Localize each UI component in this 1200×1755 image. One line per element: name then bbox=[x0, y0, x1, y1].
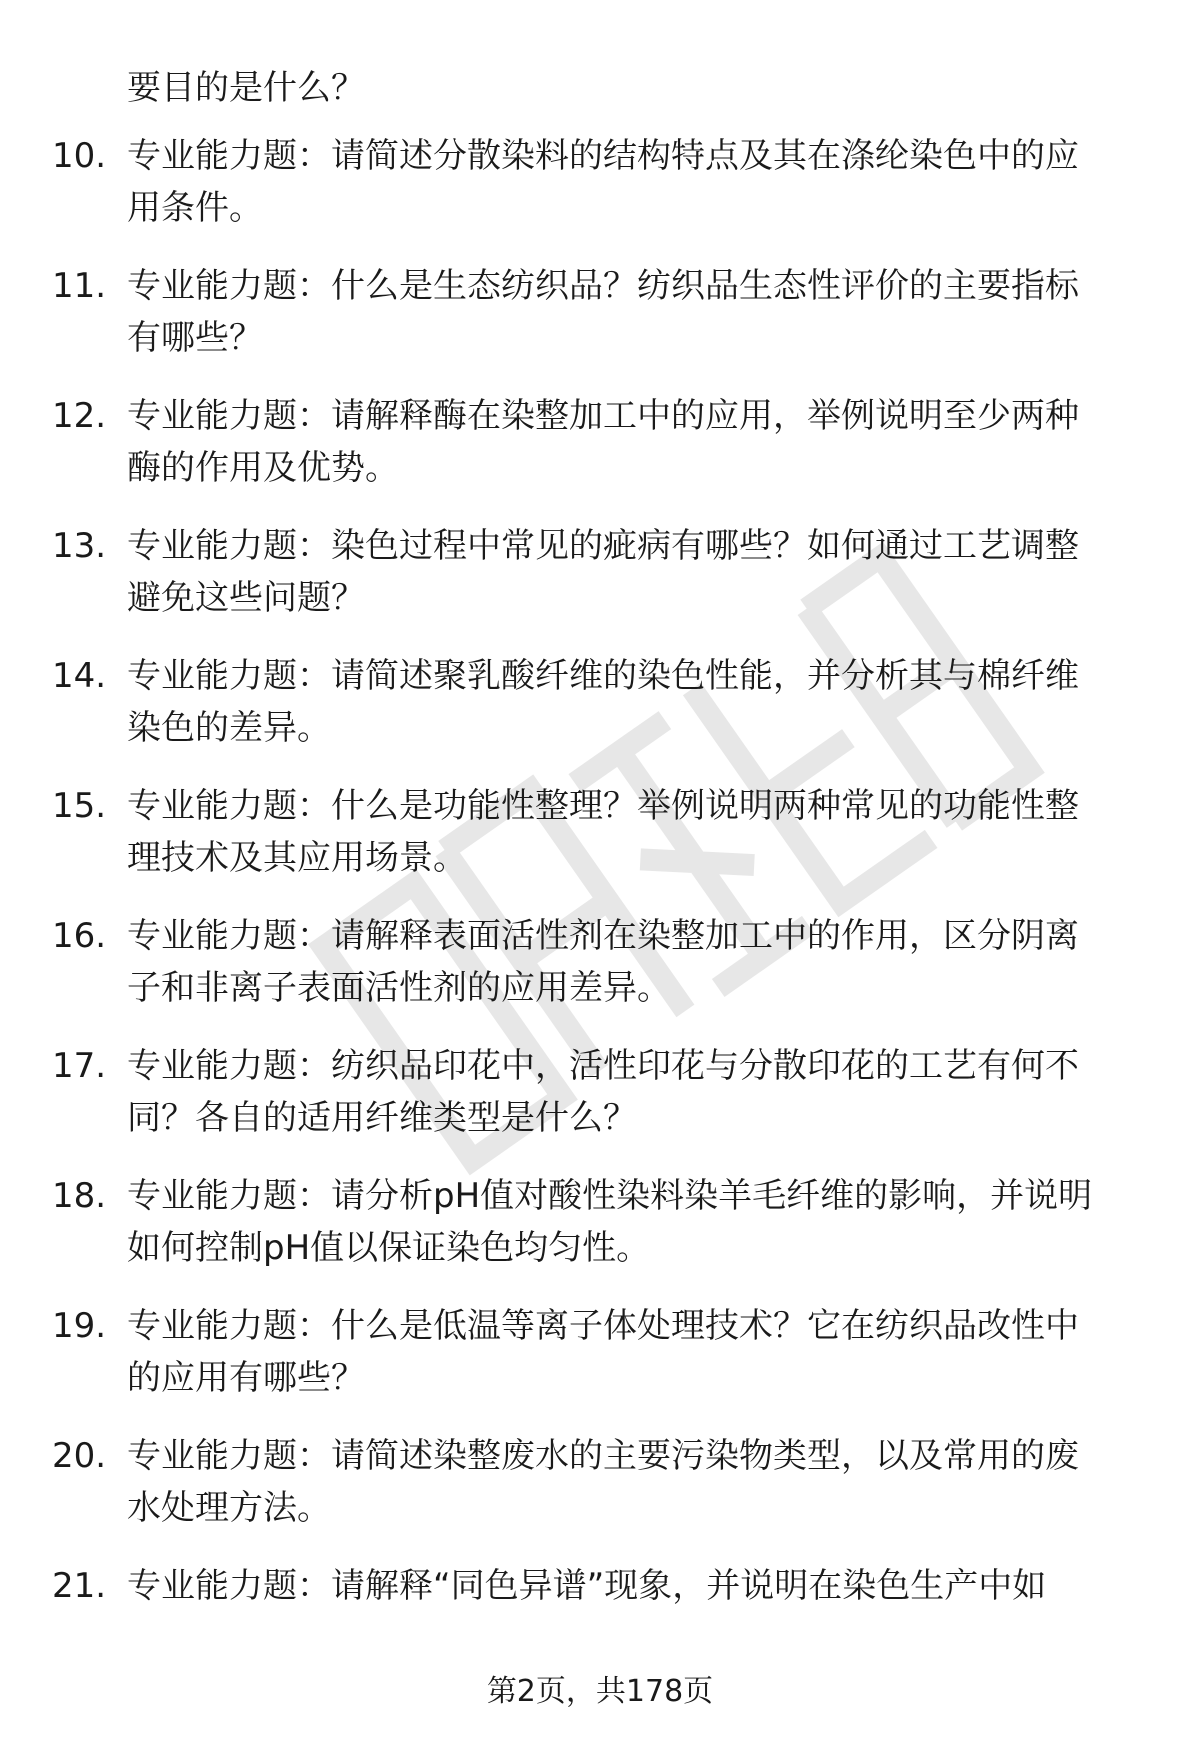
question-item bbox=[0, 1040, 1200, 1170]
question-item bbox=[0, 650, 1200, 780]
question-number: 12. bbox=[52, 396, 107, 436]
question-number: 18. bbox=[52, 1176, 107, 1216]
question-number: 19. bbox=[52, 1306, 107, 1346]
question-list bbox=[0, 130, 1200, 1690]
page-number-footer: 第2页，共178页 bbox=[486, 1674, 714, 1709]
question-text: 专业能力题：染色过程中常见的疵病有哪些？如何通过工艺调整 避免这些问题？ bbox=[127, 526, 1079, 618]
question-text: 专业能力题：什么是生态纺织品？纺织品生态性评价的主要指标 有哪些？ bbox=[127, 266, 1079, 358]
question-number: 15. bbox=[52, 786, 107, 826]
question-text: 专业能力题：请解释表面活性剂在染整加工中的作用，区分阴离 子和非离子表面活性剂的应用差异。 bbox=[127, 916, 1079, 1008]
question-text: 专业能力题：请解释酶在染整加工中的应用，举例说明至少两种 酶的作用及优势。 bbox=[127, 396, 1079, 488]
question-number: 20. bbox=[52, 1436, 107, 1476]
question-number: 13. bbox=[52, 526, 107, 566]
question-item bbox=[0, 260, 1200, 390]
question-number: 11. bbox=[52, 266, 107, 306]
question-text: 专业能力题：纺织品印花中，活性印花与分散印花的工艺有何不 同？各自的适用纤维类型是什么？ bbox=[127, 1046, 1079, 1138]
question-text: 专业能力题：请简述分散染料的结构特点及其在涤纶染色中的应 用条件。 bbox=[127, 136, 1079, 228]
question-item bbox=[0, 390, 1200, 520]
question-text: 专业能力题：请解释“同色异谱”现象，并说明在染色生产中如 bbox=[127, 1566, 1047, 1606]
question-text: 专业能力题：什么是功能性整理？举例说明两种常见的功能性整 理技术及其应用场景。 bbox=[127, 786, 1079, 878]
question-item bbox=[0, 910, 1200, 1040]
question-number: 17. bbox=[52, 1046, 107, 1086]
question-text: 专业能力题：请简述聚乳酸纤维的染色性能，并分析其与棉纤维 染色的差异。 bbox=[127, 656, 1079, 748]
question-item bbox=[0, 1430, 1200, 1560]
continued-question-text: 要目的是什么？ bbox=[127, 68, 365, 108]
question-item bbox=[0, 780, 1200, 910]
question-number: 16. bbox=[52, 916, 107, 956]
question-item bbox=[0, 1300, 1200, 1430]
question-item bbox=[0, 130, 1200, 260]
question-text: 专业能力题：请简述染整废水的主要污染物类型，以及常用的废 水处理方法。 bbox=[127, 1436, 1079, 1528]
question-number: 10. bbox=[52, 136, 107, 176]
question-number: 21. bbox=[52, 1566, 107, 1606]
question-item bbox=[0, 1560, 1200, 1690]
question-number: 14. bbox=[52, 656, 107, 696]
question-text: 专业能力题：什么是低温等离子体处理技术？它在纺织品改性中 的应用有哪些？ bbox=[127, 1306, 1079, 1398]
question-item bbox=[0, 520, 1200, 650]
question-item bbox=[0, 1170, 1200, 1300]
question-text: 专业能力题：请分析pH值对酸性染料染羊毛纤维的影响，并说明 如何控制pH值以保证染色均匀性。 bbox=[127, 1176, 1093, 1268]
